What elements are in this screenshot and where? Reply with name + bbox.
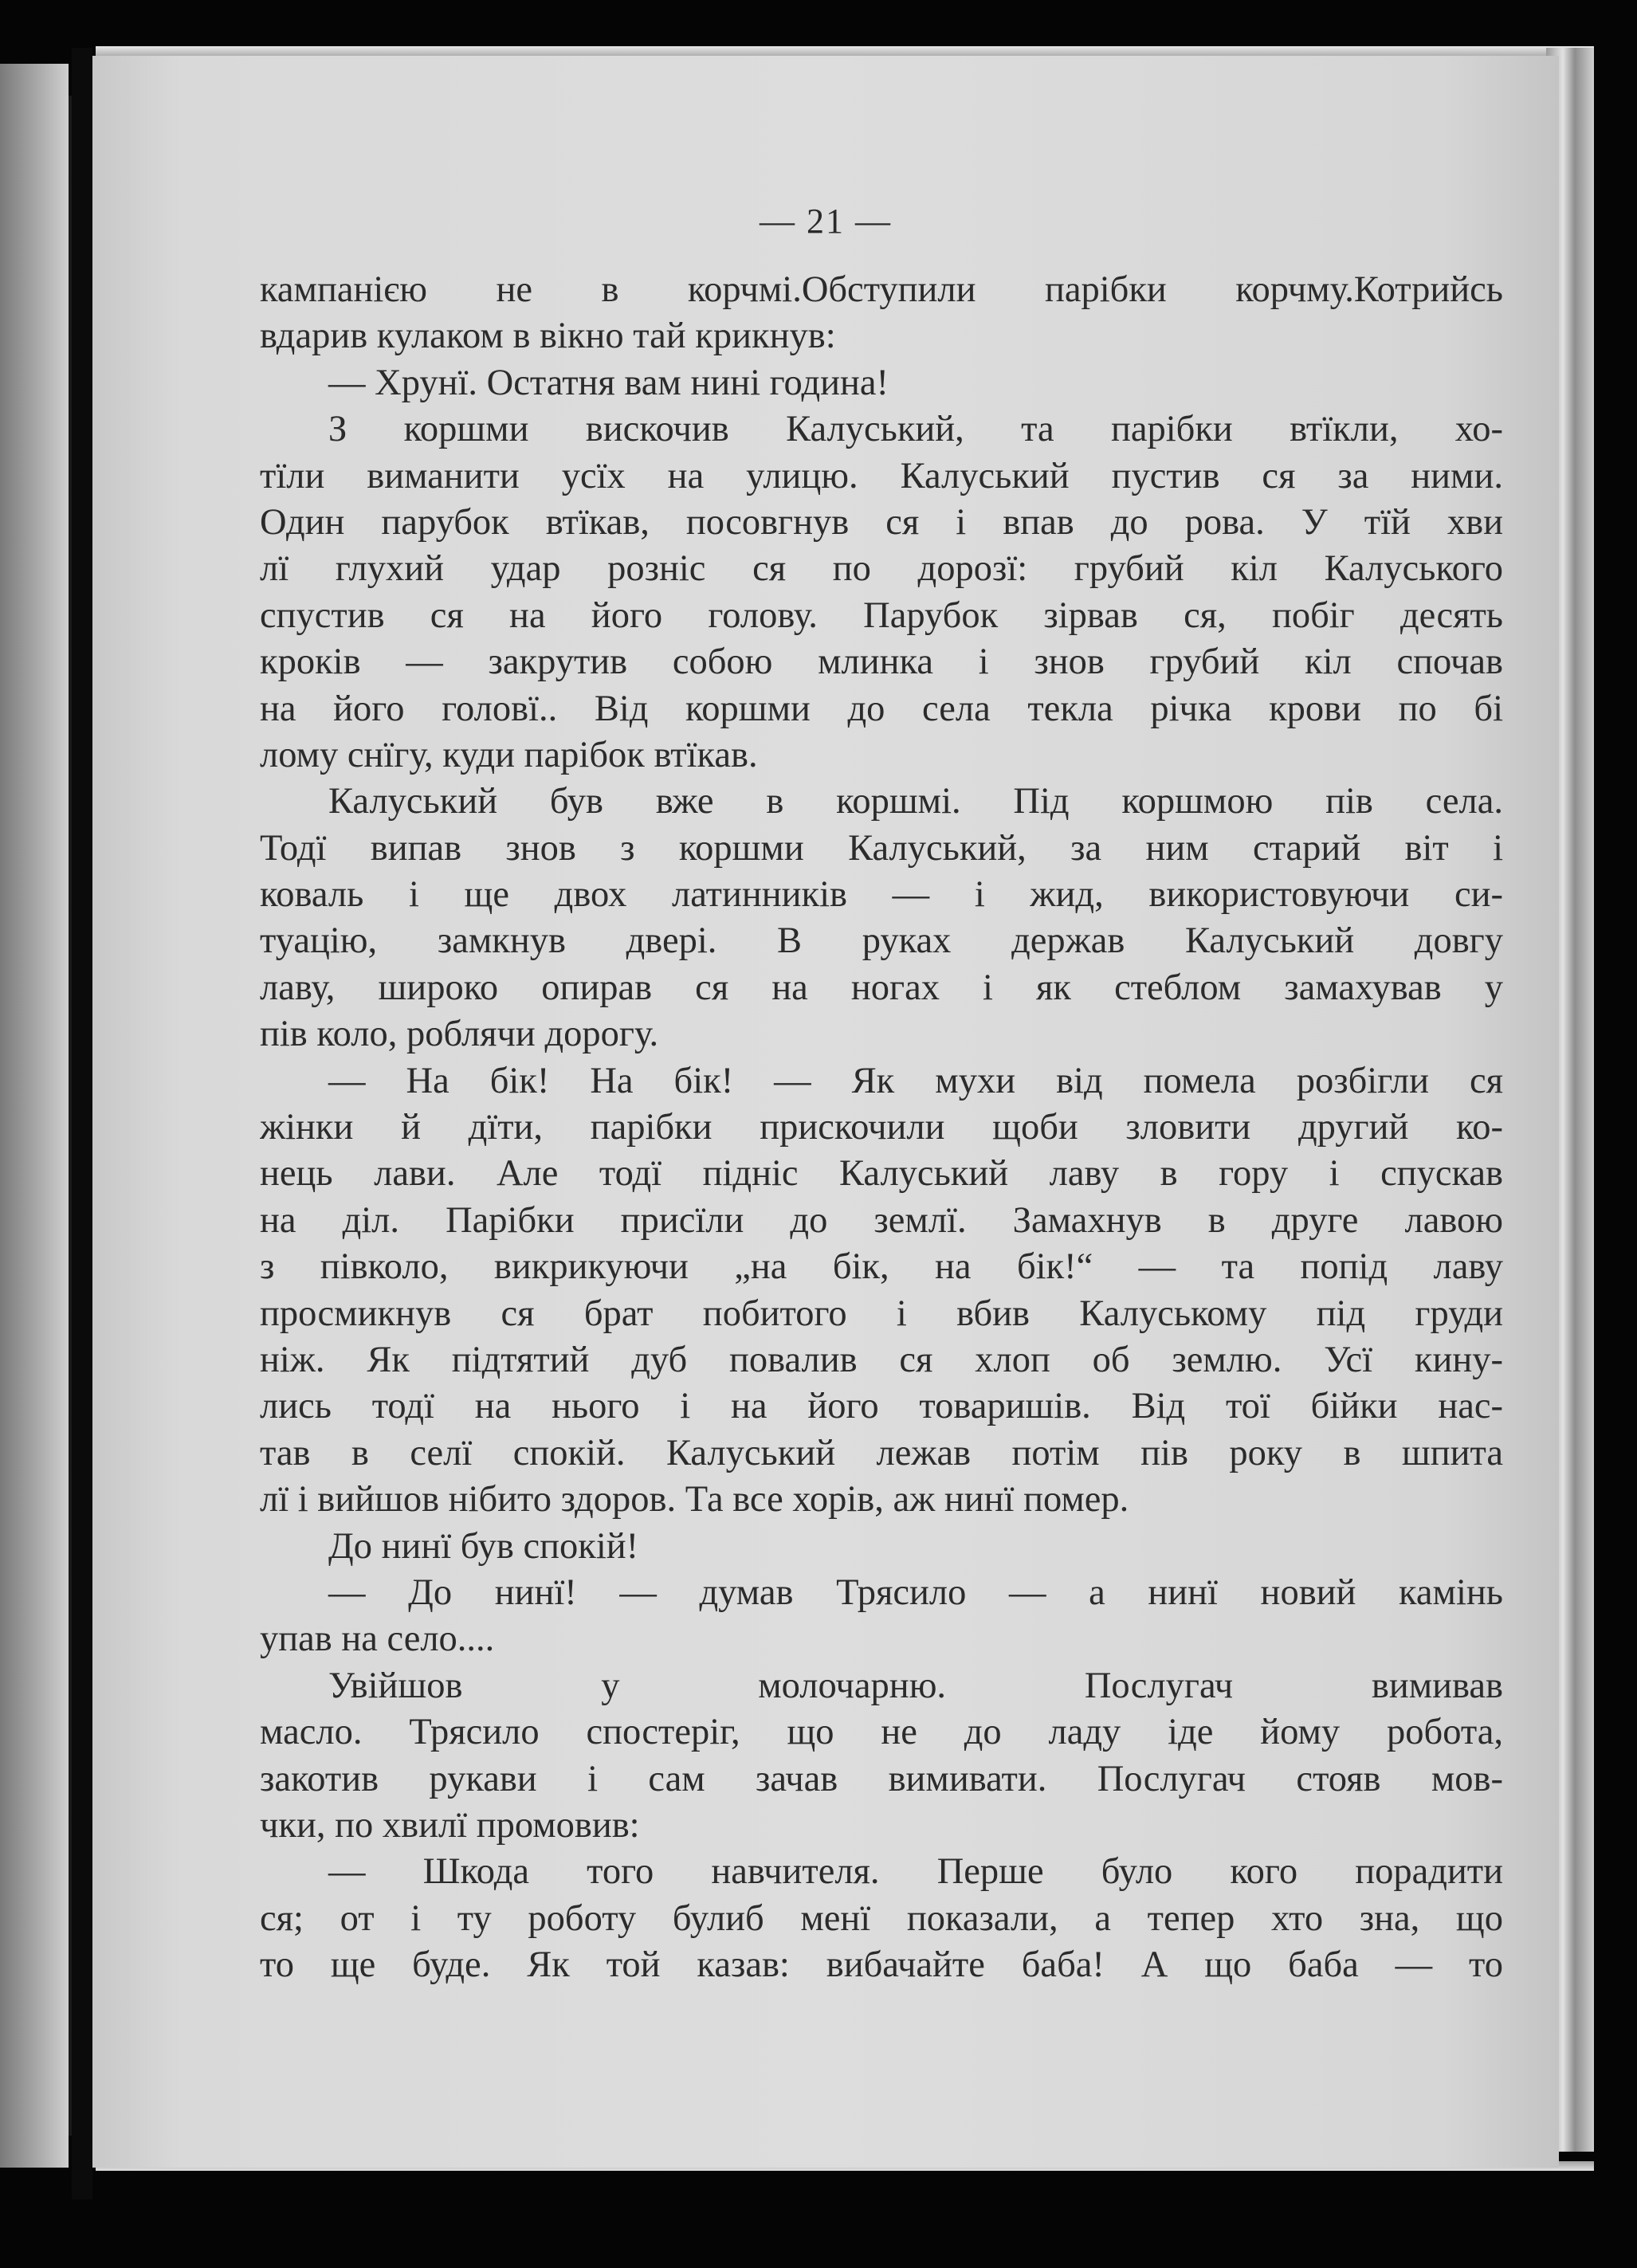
text-line: ся; от і ту роботу булиб менї показали, а тепер хто зна, що [260, 1897, 1503, 1939]
text-line: туацію, замкнув двері. В руках держав Калуський довгу [260, 920, 1503, 962]
text-line: нець лави. Але тодї підніс Калуський лаву в гору і спускав [260, 1153, 1503, 1195]
text-line: на його головї.. Від коршми до села текла річка крови по бі [260, 688, 1503, 729]
text-line: лаву, широко опирав ся на ногах і як стеблом замахував у [260, 967, 1503, 1008]
text-line: з півколо, викрикуючи „на бік, на бік!“ — та попід лаву [260, 1246, 1503, 1288]
page-number: — 21 — [760, 202, 892, 241]
text-line: — Хрунї. Остатня вам нині година! [328, 362, 889, 403]
text-line: то ще буде. Як той казав: вибачайте баба! А що баба — то [260, 1944, 1503, 1986]
text-line: жінки й дїти, парібки прискочили щоби зловити другий ко- [260, 1107, 1503, 1148]
text-line: коваль і ще двох латинників — і жид, використовуючи си- [260, 874, 1503, 916]
text-line: Тодї випав знов з коршми Калуський, за ним старий віт і [260, 827, 1503, 869]
text-line: пів коло, роблячи дорогу. [260, 1014, 659, 1055]
text-line: лї і вийшов нібито здоров. Та все хорів, аж нинї помер. [260, 1479, 1129, 1521]
text-line: тав в селї спокій. Калуський лежав потім пів року в шпита [260, 1432, 1503, 1473]
body-text [260, 267, 1503, 1988]
book-spine-shadow [72, 48, 92, 2199]
text-line: вдарив кулаком в вікно тай крикнув: [260, 316, 836, 357]
text-line: Калуський був вже в коршмі. Під коршмою пів села. [328, 781, 1503, 822]
text-line: ніж. Як підтятий дуб повалив ся хлоп об землю. Усї кину- [260, 1339, 1503, 1380]
text-line: на діл. Парібки присїли до землї. Замахнув в друге лавою [260, 1199, 1503, 1241]
text-line: Один парубок втїкав, посовгнув ся і впав до рова. У тїй хви [260, 501, 1503, 543]
text-line: — Шкода того навчителя. Перше було кого порадити [328, 1851, 1503, 1893]
text-line: Увійшов у молочарню. Послугач вимивав [328, 1665, 1503, 1706]
text-line: кампанією не в корчмі.Обступили парібки корчму.Котрийсь [260, 269, 1503, 310]
text-line: упав на село.... [260, 1619, 495, 1660]
text-line: кроків — закрутив собою млинка і знов грубий кіл спочав [260, 642, 1503, 683]
text-line: До нинї був спокій! [328, 1525, 639, 1567]
text-line: — На бік! На бік! — Як мухи від помела розбігли ся [328, 1060, 1503, 1101]
text-line: чки, по хвилї промовив: [260, 1804, 640, 1846]
text-line: лись тодї на нього і на його товаришів. Від тої бійки нас- [260, 1386, 1503, 1427]
text-line: лому снїгу, куди парібок втїкав. [260, 734, 758, 775]
text-line: З коршми вискочив Калуський, та парібки втїкли, хо- [328, 409, 1503, 450]
text-line: — До нинї! — думав Трясило — а нинї новий камінь [328, 1572, 1503, 1613]
text-line: масло. Трясило спостеріг, що не до ладу іде йому робота, [260, 1712, 1503, 1753]
previous-page-edge [0, 64, 69, 2168]
book-page [92, 56, 1559, 2168]
text-line: просмикнув ся брат побитого і вбив Калуському під груди [260, 1293, 1503, 1334]
text-line: спустив ся на його голову. Парубок зірвав ся, побіг десять [260, 594, 1503, 636]
text-line: закотив рукави і сам зачав вимивати. Послугач стояв мов- [260, 1758, 1503, 1799]
text-line: лї глухий удар розніс ся по дорозї: грубий кіл Калуського [260, 548, 1503, 590]
text-line: тїли виманити усїх на улицю. Калуський пустив ся за ними. [260, 455, 1503, 496]
